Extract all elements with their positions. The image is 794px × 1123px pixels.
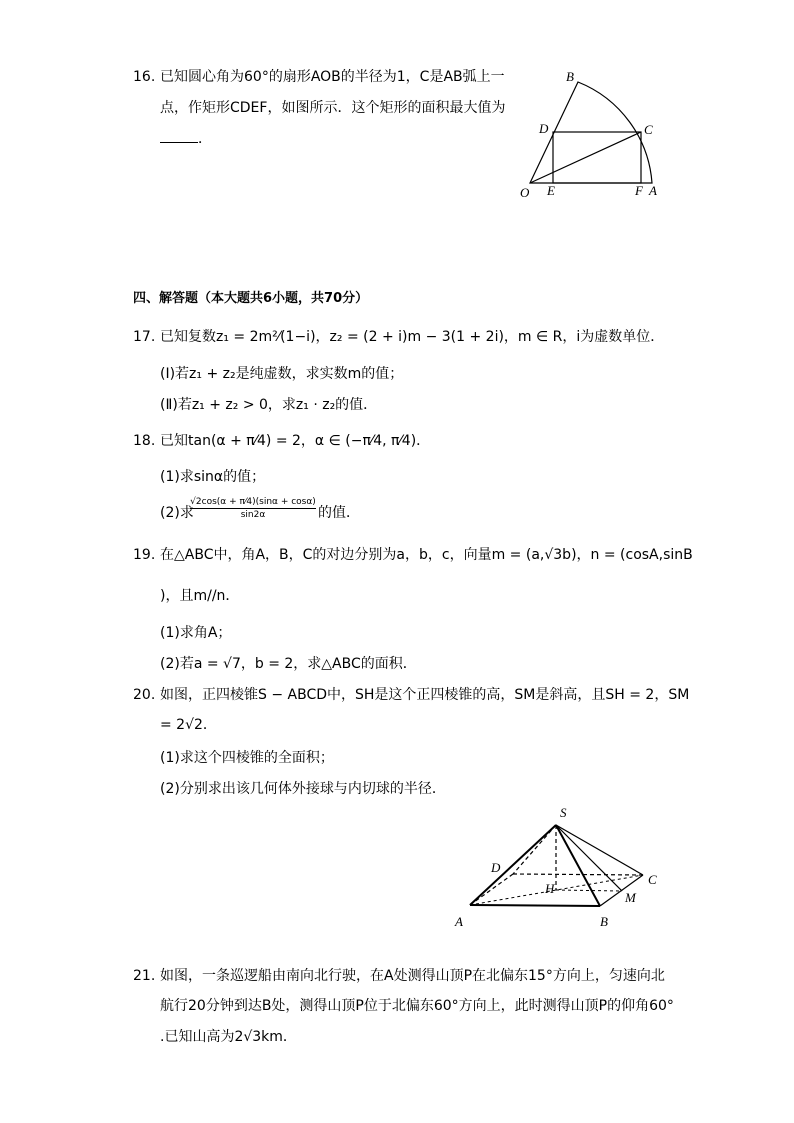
q18-number: 18.	[133, 433, 156, 449]
label-F: F	[635, 183, 643, 198]
section-header: 四、解答题（本大题共6小题，共70分）	[133, 291, 369, 306]
q16-line2: 点，作矩形CDEF，如图所示．这个矩形的面积最大值为	[160, 100, 506, 116]
label-H: H	[545, 881, 555, 896]
q20-pyramid-figure	[450, 800, 670, 930]
answer-blank	[160, 130, 198, 143]
q19-line1: 在△ABC中，角A，B，C的对边分别为a，b，c，向量m = (a,√3b)，n = (cosA,sinB	[160, 547, 693, 563]
q20-part2: (2)分别求出该几何体外接球与内切球的半径．	[160, 781, 446, 797]
label-M: M	[625, 890, 636, 905]
q17-part2: (Ⅱ)若z₁ + z₂ > 0，求z₁ · z₂的值．	[160, 397, 378, 413]
q19-line2: )，且m//n．	[160, 588, 240, 604]
label-A: A	[649, 183, 657, 198]
label-D: D	[539, 121, 549, 136]
q19-number: 19.	[133, 547, 156, 563]
q19-part2: (2)若a = √7，b = 2，求△ABC的面积．	[160, 656, 417, 672]
q21-number: 21.	[133, 968, 156, 984]
q17-part1: (Ⅰ)若z₁ + z₂是纯虚数，求实数m的值；	[160, 366, 404, 382]
q16-number: 16.	[133, 69, 156, 85]
q21-line1: 如图，一条巡逻船由南向北行驶，在A处测得山顶P在北偏东15°方向上，匀速向北	[160, 968, 665, 984]
q16-answer-line	[160, 130, 212, 148]
q21-line2: 航行20分钟到达B处，测得山顶P位于北偏东60°方向上，此时测得山顶P的仰角60°	[160, 998, 674, 1014]
q18-part2-pre: (2)求	[160, 505, 194, 521]
q21-line3: .已知山高为2√3km．	[160, 1029, 297, 1045]
label-C: C	[648, 872, 657, 887]
q16-line1: 已知圆心角为60°的扇形AOB的半径为1，C是AB弧上一	[160, 69, 505, 85]
label-B: B	[600, 914, 608, 929]
q16-line3-end: ．	[198, 131, 212, 147]
label-D: D	[491, 860, 501, 875]
q20-number: 20.	[133, 687, 156, 703]
q18-fraction	[190, 496, 316, 521]
label-E: E	[547, 183, 555, 198]
q20-line2: = 2√2．	[160, 717, 217, 733]
q17-number: 17.	[133, 329, 156, 345]
label-A: A	[455, 914, 463, 929]
q16-sector-figure	[510, 65, 670, 205]
label-S: S	[560, 805, 567, 820]
q20-part1: (1)求这个四棱锥的全面积；	[160, 750, 334, 766]
q20-line1: 如图，正四棱锥S − ABCD中，SH是这个正四棱锥的高，SM是斜高，且SH = 2，SM	[160, 687, 690, 703]
q18-fraction-denominator: sin2α	[240, 510, 266, 520]
label-C: C	[644, 122, 653, 137]
q17-stem: 已知复数z₁ = 2m²⁄(1−i)，z₂ = (2 + i)m − 3(1 + 2i)，m ∈ R，i为虚数单位．	[160, 329, 665, 345]
q19-part1: (1)求角A；	[160, 625, 232, 641]
label-O: O	[520, 185, 530, 200]
q18-stem: 已知tan(α + π⁄4) = 2，α ∈ (−π⁄4, π⁄4)．	[160, 433, 431, 449]
q18-part2-post: 的值．	[318, 505, 360, 521]
q18-part1: (1)求sinα的值；	[160, 469, 266, 485]
q18-fraction-numerator: √2cos(α + π⁄4)(sinα + cosα)	[190, 497, 316, 507]
label-B: B	[566, 69, 574, 84]
